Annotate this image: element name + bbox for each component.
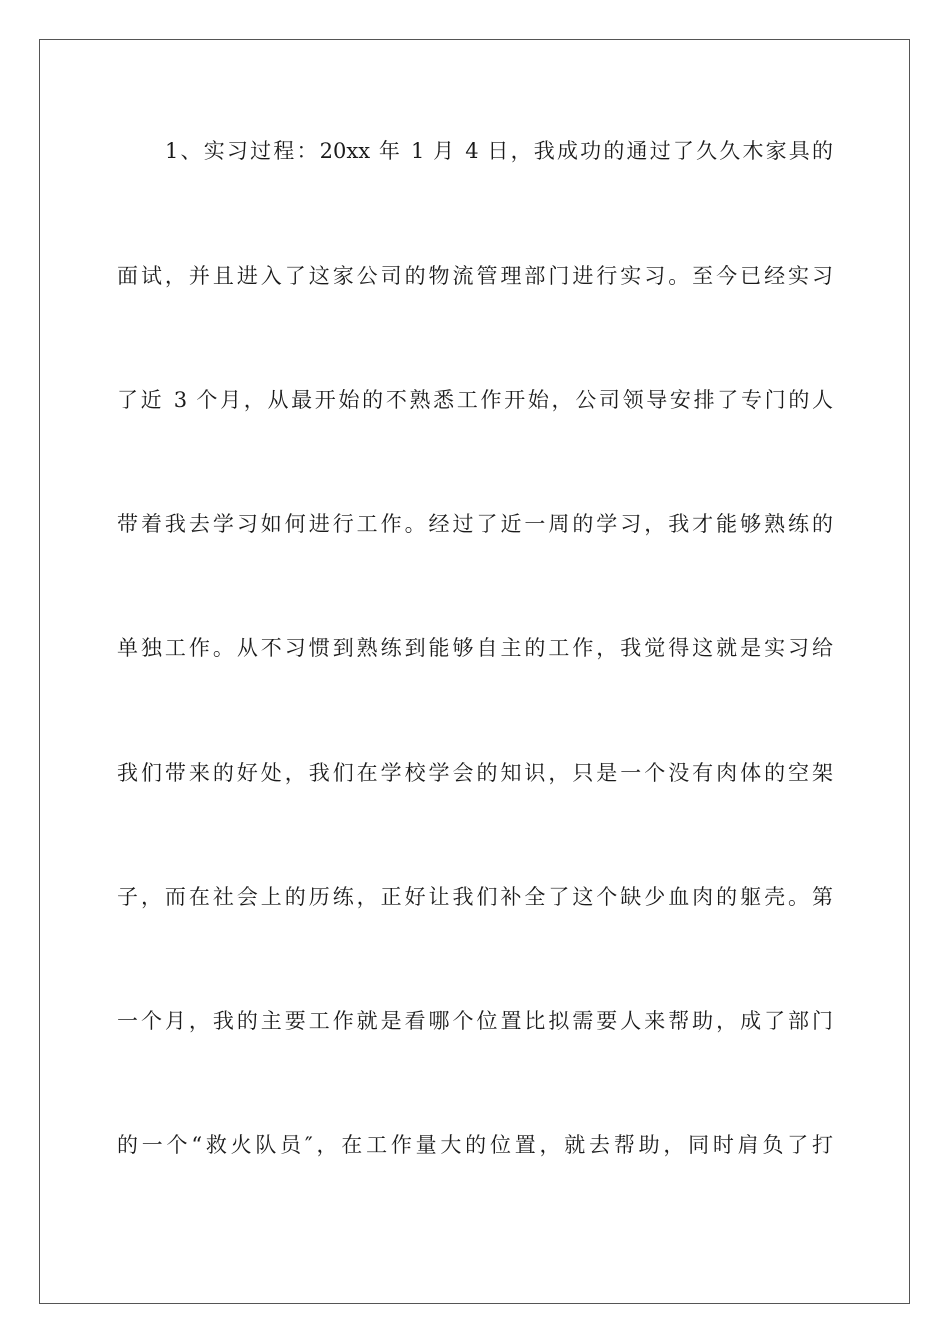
paragraph-line-8: 一个月，我的主要工作就是看哪个位置比拟需要人来帮助，成了部门 [117, 1009, 833, 1033]
paragraph-line-4: 带着我去学习如何进行工作。经过了近一周的学习，我才能够熟练的 [117, 512, 833, 536]
page-border [39, 39, 910, 1304]
paragraph-line-5: 单独工作。从不习惯到熟练到能够自主的工作，我觉得这就是实习给 [117, 636, 833, 660]
paragraph-line-3: 了近 3 个月，从最开始的不熟悉工作开始，公司领导安排了专门的人 [117, 388, 833, 412]
paragraph-line-7: 子，而在社会上的历练，正好让我们补全了这个缺少血肉的躯壳。第 [117, 885, 833, 909]
paragraph-line-2: 面试，并且进入了这家公司的物流管理部门进行实习。至今已经实习 [117, 264, 833, 288]
paragraph-line-6: 我们带来的好处，我们在学校学会的知识，只是一个没有肉体的空架 [117, 761, 833, 785]
paragraph-line-9: 的一个“救火队员″，在工作量大的位置，就去帮助，同时肩负了打 [117, 1133, 833, 1157]
paragraph-line-1: 1、实习过程：20xx 年 1 月 4 日，我成功的通过了久久木家具的 [165, 139, 833, 163]
